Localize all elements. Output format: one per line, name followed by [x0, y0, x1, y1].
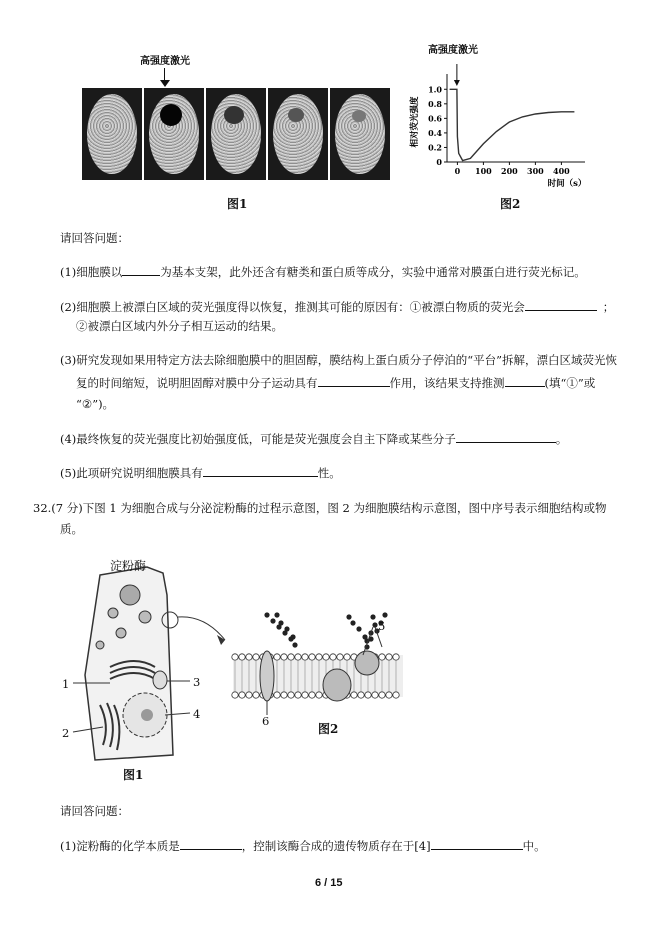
- phospholipid-head: [309, 692, 315, 698]
- phospholipid-head: [379, 692, 385, 698]
- q32-fig1-caption: 图1: [123, 768, 144, 782]
- structure-label-5: 5: [378, 619, 386, 633]
- bleached-spot: [160, 104, 182, 126]
- q31-intro: 请回答问题：: [60, 231, 129, 245]
- q31-part2-cont: ②被漂白区域内外分子相互运动的结果。: [76, 319, 283, 333]
- sugar-unit: [346, 614, 351, 619]
- phospholipid-head: [309, 654, 315, 660]
- phospholipid-head: [393, 654, 399, 660]
- phospholipid-head: [232, 692, 238, 698]
- phospholipid-head: [274, 654, 280, 660]
- laser-label-fig1: 高强度激光: [140, 56, 190, 67]
- cell-photo-3: [206, 88, 266, 180]
- q32-fig2-caption: 图2: [318, 722, 339, 736]
- phospholipid-head: [386, 654, 392, 660]
- laser-arrow-head: [454, 80, 460, 86]
- q32-part1: (1)淀粉酶的化学本质是 ，控制该酶合成的遗传物质存在于[4] 中。: [60, 839, 546, 853]
- vesicle: [108, 608, 118, 618]
- phospholipid-head: [274, 692, 280, 698]
- phospholipid-head: [323, 654, 329, 660]
- phospholipid-head: [302, 692, 308, 698]
- q31-part1: (1)细胞膜以 为基本支架，此外还含有糖类和蛋白质等成分，实验中通常对膜蛋白进行荧光标记。: [60, 265, 586, 279]
- q32-intro: 请回答问题：: [60, 804, 129, 818]
- fluorescence-chart: [400, 40, 600, 212]
- q31-part3-end: “②”)。: [76, 397, 115, 411]
- answer-blank-7[interactable]: [180, 837, 242, 850]
- structure-label-4: 4: [193, 707, 201, 721]
- phospholipid-head: [239, 692, 245, 698]
- phospholipid-head: [379, 654, 385, 660]
- structure-label-3: 3: [193, 675, 201, 689]
- phospholipid-head: [351, 692, 357, 698]
- q31-part4: (4)最终恢复的荧光强度比初始强度低，可能是荧光强度会自主下降或某些分子 。: [60, 432, 568, 446]
- answer-blank-6[interactable]: [203, 464, 318, 477]
- x-tick-label: 0: [454, 166, 461, 176]
- structure-label-6: 6: [262, 714, 270, 728]
- phospholipid-head: [281, 654, 287, 660]
- sugar-unit: [290, 634, 295, 639]
- glycocalyx: [264, 612, 387, 649]
- x-axis-label: 时间（s）: [547, 179, 587, 189]
- x-tick-label: 100: [475, 166, 492, 176]
- page-number: 6 / 15: [315, 877, 343, 889]
- phospholipid-head: [253, 654, 259, 660]
- nucleolus: [141, 709, 153, 721]
- phospholipid-head: [295, 654, 301, 660]
- sugar-unit: [370, 614, 375, 619]
- cell-photo-2: [144, 88, 204, 180]
- sugar-unit: [382, 612, 387, 617]
- answer-blank-1[interactable]: [122, 263, 160, 276]
- phospholipid-head: [232, 654, 238, 660]
- sugar-unit: [270, 618, 275, 623]
- y-tick-label: 0.6: [428, 113, 442, 124]
- phospholipid-head: [295, 692, 301, 698]
- phospholipid-head: [330, 654, 336, 660]
- q31-part3: (3)研究发现如果用特定方法去除细胞膜中的胆固醇，膜结构上蛋白质分子停泊的“平台”拆解，漂白区域荧光恢: [60, 353, 618, 367]
- phospholipid-head: [302, 654, 308, 660]
- phospholipid-head: [246, 654, 252, 660]
- vesicle: [139, 611, 151, 623]
- sugar-unit: [372, 622, 377, 627]
- q31-part3-cont: 复的时间缩短，说明胆固醇对膜中分子运动具有 作用，该结果支持推测 (填“①”或: [76, 376, 596, 390]
- phospholipid-head: [393, 692, 399, 698]
- q32-figures: [55, 555, 415, 785]
- phospholipid-head: [288, 692, 294, 698]
- sugar-unit: [278, 620, 283, 625]
- phospholipid-head: [239, 654, 245, 660]
- structure-label-2: 2: [62, 726, 70, 740]
- enzyme-label: 淀粉酶: [110, 559, 147, 573]
- y-tick-label: 0.8: [428, 98, 442, 109]
- sugar-unit: [284, 626, 289, 631]
- q32-stem: 32.(7 分)下图 1 为细胞合成与分泌淀粉酶的过程示意图，图 2 为细胞膜结构示意图，图中序号表示细胞结构或物: [33, 501, 607, 515]
- phospholipid-head: [337, 654, 343, 660]
- phospholipid-head: [281, 692, 287, 698]
- cell-photo-1: [82, 88, 142, 180]
- y-tick-label: 0.4: [428, 127, 442, 138]
- answer-blank-2[interactable]: [525, 298, 597, 311]
- secretory-vesicle: [120, 585, 140, 605]
- membrane-protein: [323, 669, 351, 701]
- mitochondrion: [153, 671, 167, 689]
- x-tick-label: 200: [501, 166, 518, 176]
- cell-photo-4: [268, 88, 328, 180]
- cell-photo-5: [330, 88, 390, 180]
- figure-1-caption: 图1: [227, 197, 248, 211]
- phospholipid-head: [386, 692, 392, 698]
- sugar-unit: [356, 626, 361, 631]
- y-tick-label: 0: [436, 157, 442, 167]
- phospholipid-head: [316, 692, 322, 698]
- glycoprotein: [355, 651, 379, 675]
- phospholipid-head: [344, 654, 350, 660]
- channel-protein: [260, 651, 274, 701]
- sugar-unit: [350, 620, 355, 625]
- phospholipid-head: [372, 692, 378, 698]
- x-tick-label: 400: [553, 166, 570, 176]
- answer-blank-5[interactable]: [456, 430, 556, 443]
- y-axis-label: 相对荧光强度: [410, 96, 420, 148]
- phospholipid-head: [365, 692, 371, 698]
- y-tick-label: 1.0: [428, 84, 442, 95]
- structure-label-1: 1: [62, 677, 70, 691]
- vesicle: [96, 641, 104, 649]
- answer-blank-8[interactable]: [431, 837, 523, 850]
- vesicle: [116, 628, 126, 638]
- phospholipid-head: [358, 692, 364, 698]
- answer-blank-3[interactable]: [318, 374, 390, 387]
- phospholipid-head: [316, 654, 322, 660]
- q31-part2: (2)细胞膜上被漂白区域的荧光强度得以恢复，推测其可能的原因有：①被漂白物质的荧光会 ；: [60, 300, 615, 314]
- q31-part5: (5)此项研究说明细胞膜具有 性。: [60, 466, 341, 480]
- phospholipid-head: [246, 692, 252, 698]
- figure-2-caption: 图2: [500, 197, 521, 211]
- y-tick-label: 0.2: [428, 142, 442, 153]
- sugar-unit: [264, 612, 269, 617]
- laser-arrow-head: [160, 80, 170, 87]
- sugar-unit: [292, 642, 297, 647]
- answer-blank-4[interactable]: [505, 374, 545, 387]
- x-tick-label: 300: [527, 166, 544, 176]
- q32-stem-cont: 质。: [60, 522, 83, 536]
- phospholipid-head: [253, 692, 259, 698]
- sugar-unit: [274, 612, 279, 617]
- series-line: [450, 89, 575, 160]
- phospholipid-head: [288, 654, 294, 660]
- laser-label-fig2: 高强度激光: [428, 45, 478, 56]
